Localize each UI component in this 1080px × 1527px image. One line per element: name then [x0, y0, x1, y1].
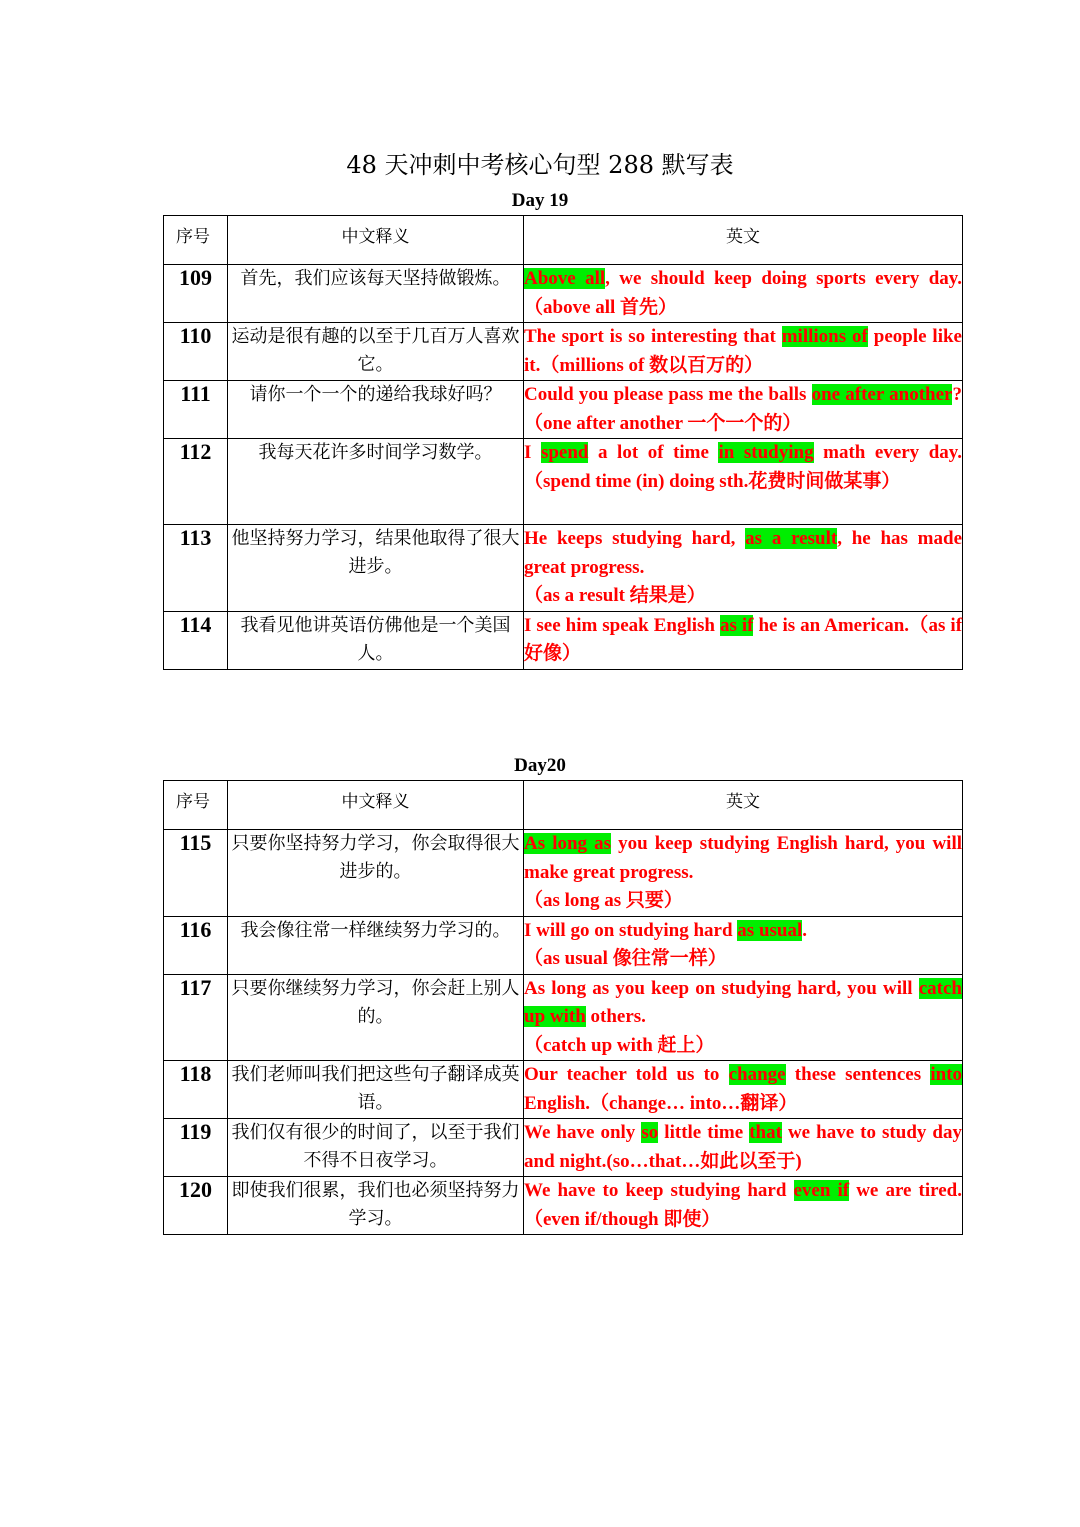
- day-19-table: [163, 215, 963, 670]
- english-sentence: [524, 439, 963, 525]
- day-19-heading: Day 19: [511, 190, 569, 211]
- day-20-table: [163, 780, 963, 1235]
- row-number: 120: [164, 1177, 228, 1235]
- highlighted-phrase: catch up with: [524, 977, 962, 1027]
- chinese-meaning: 我看见他讲英语仿佛他是一个美国人。: [228, 611, 524, 669]
- table-row: [164, 830, 963, 917]
- english-sentence: [524, 1061, 963, 1119]
- row-number: 116: [164, 916, 228, 974]
- chinese-meaning: 运动是很有趣的以至于几百万人喜欢它。: [228, 323, 524, 381]
- sentence-segment: these sentences: [785, 1064, 931, 1085]
- sentence-segment: we are tired.（even if/though 即使）: [524, 1180, 963, 1230]
- row-number: 110: [164, 323, 228, 381]
- chinese-meaning: 他坚持努力学习，结果他取得了很大进步。: [228, 525, 524, 612]
- highlighted-phrase: in studying: [718, 442, 814, 463]
- day-19-table-body: [164, 216, 963, 670]
- highlighted-phrase: that: [749, 1122, 782, 1143]
- highlighted-phrase: as if: [719, 614, 754, 636]
- sentence-segment: Could you please pass me the balls: [524, 384, 812, 405]
- sentence-segment: The sport is so interesting that: [524, 326, 782, 347]
- highlighted-phrase: even if: [793, 1180, 850, 1201]
- sentence-segment: I see him speak English: [524, 614, 720, 636]
- sentence-segment: We have to keep studying hard: [524, 1180, 794, 1201]
- sentence-segment: he is an American.（as if 好像）: [524, 614, 963, 664]
- english-sentence: [524, 611, 963, 669]
- sentence-segment: English.（change… into…翻译）: [524, 1092, 798, 1114]
- sentence-segment: we have to study day and night.(so…that…如此以至于): [524, 1122, 963, 1172]
- row-number: 117: [164, 974, 228, 1061]
- highlighted-phrase: change: [728, 1064, 786, 1085]
- table-row: [164, 525, 963, 612]
- table-row: [164, 1177, 963, 1235]
- chinese-meaning: 只要你坚持努力学习，你会取得很大进步的。: [228, 830, 524, 917]
- table-row: [164, 439, 963, 525]
- chinese-meaning: 即使我们很累，我们也必须坚持努力学习。: [228, 1177, 524, 1235]
- highlighted-phrase: spend: [540, 442, 589, 463]
- sentence-segment: , he has made great progress.: [524, 528, 963, 578]
- row-number: 115: [164, 830, 228, 917]
- sentence-segment: I: [524, 442, 541, 463]
- row-number: 118: [164, 1061, 228, 1119]
- table-row: [164, 265, 963, 323]
- row-number: 111: [164, 381, 228, 439]
- table-row: [164, 381, 963, 439]
- table-row: [164, 611, 963, 669]
- table-row: [164, 1061, 963, 1119]
- row-number: 113: [164, 525, 228, 612]
- highlighted-phrase: one after another: [811, 384, 953, 405]
- row-number: 114: [164, 611, 228, 669]
- sentence-segment: As long as you keep on studying hard, you will: [524, 977, 919, 999]
- sentence-segment: He keeps studying hard,: [524, 528, 746, 549]
- sentence-segment: little time: [658, 1122, 750, 1143]
- english-sentence: [524, 916, 963, 974]
- table-row: [164, 974, 963, 1061]
- header-zh: 中文释义: [228, 216, 524, 265]
- day-20-heading: Day20: [514, 755, 566, 776]
- sentence-segment: （as usual 像往常一样）: [524, 948, 727, 969]
- chinese-meaning: 我们仅有很少的时间了，以至于我们不得不日夜学习。: [228, 1119, 524, 1177]
- highlighted-phrase: as a result: [745, 528, 838, 549]
- highlighted-phrase: As long as: [524, 833, 612, 854]
- chinese-meaning: 首先，我们应该每天坚持做锻炼。: [228, 265, 524, 323]
- sentence-segment: We have only: [524, 1122, 642, 1143]
- sentence-segment: （catch up with 赶上）: [524, 1034, 715, 1056]
- sentence-segment: you keep studying English hard, you will make great progress.: [524, 833, 963, 883]
- header-num: 序号: [164, 781, 228, 830]
- table-row: [164, 1119, 963, 1177]
- chinese-meaning: 只要你继续努力学习，你会赶上别人的。: [228, 974, 524, 1061]
- english-sentence: [524, 830, 963, 917]
- sentence-segment: math every day.（spend time (in) doing sth.花费时间做某事）: [524, 442, 962, 492]
- highlighted-phrase: so: [641, 1122, 659, 1143]
- header-row: [164, 216, 963, 265]
- highlighted-phrase: as usual: [737, 919, 803, 941]
- sentence-segment: people like it.（millions of 数以百万的）: [524, 326, 962, 376]
- chinese-meaning: 我每天花许多时间学习数学。: [228, 439, 524, 525]
- english-sentence: [524, 525, 963, 612]
- sentence-segment: ?（one after another 一个一个的）: [524, 384, 962, 434]
- highlighted-phrase: Above all: [524, 268, 606, 289]
- english-sentence: [524, 381, 963, 439]
- header-en: 英文: [524, 781, 963, 830]
- day-20-table-body: [164, 781, 963, 1235]
- english-sentence: [524, 265, 963, 323]
- row-number: 112: [164, 439, 228, 525]
- english-sentence: [524, 974, 963, 1061]
- table-row: [164, 323, 963, 381]
- chinese-meaning: 我会像往常一样继续努力学习的。: [228, 916, 524, 974]
- sentence-segment: a lot of time: [588, 442, 719, 463]
- sentence-segment: （as long as 只要）: [524, 890, 683, 911]
- sentence-segment: Our teacher told us to: [524, 1064, 729, 1085]
- header-en: 英文: [524, 216, 963, 265]
- highlighted-phrase: millions of: [781, 326, 868, 347]
- table-row: [164, 916, 963, 974]
- highlighted-phrase: into: [930, 1064, 962, 1085]
- sentence-segment: （as a result 结果是）: [524, 585, 706, 606]
- row-number: 109: [164, 265, 228, 323]
- sentence-segment: .: [802, 919, 807, 941]
- english-sentence: [524, 1119, 963, 1177]
- header-row: [164, 781, 963, 830]
- header-zh: 中文释义: [228, 781, 524, 830]
- sentence-segment: others.: [585, 1006, 646, 1027]
- sentence-segment: , we should keep doing sports every day.（above all 首先）: [524, 268, 963, 318]
- sentence-segment: I will go on studying hard: [524, 919, 738, 941]
- row-number: 119: [164, 1119, 228, 1177]
- page-title: 48 天冲刺中考核心句型 288 默写表: [346, 151, 734, 179]
- chinese-meaning: 我们老师叫我们把这些句子翻译成英语。: [228, 1061, 524, 1119]
- english-sentence: [524, 1177, 963, 1235]
- header-num: 序号: [164, 216, 228, 265]
- english-sentence: [524, 323, 963, 381]
- chinese-meaning: 请你一个一个的递给我球好吗？: [228, 381, 524, 439]
